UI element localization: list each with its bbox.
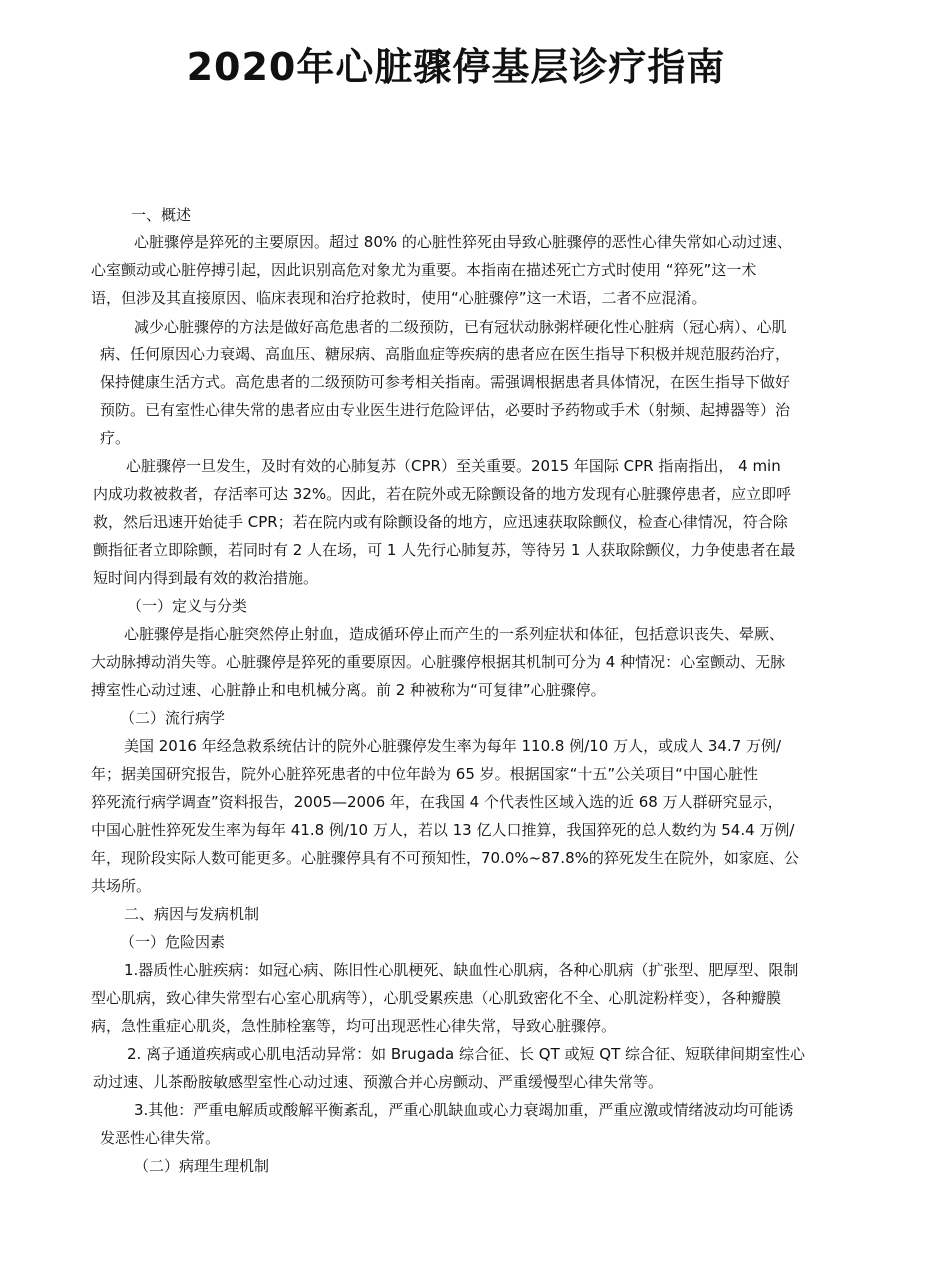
text-line: 猝死流行病学调查”资料报告，2005—2006 年，在我国 4 个代表性区域入选的近 68 万人群研究显示， [91,793,783,811]
heading-etiology: 二、病因与发病机制 [124,905,260,923]
text-line: 病，急性重症心肌炎，急性肺栓塞等，均可出现恶性心律失常，导致心脏骤停。 [91,1017,617,1035]
text-line: 动过速、儿茶酚胺敏感型室性心动过速、预激合并心房颤动、严重缓慢型心律失常等。 [93,1073,664,1091]
heading-epidemiology: （二）流行病学 [120,709,226,727]
text-line: 内成功救被救者，存活率可达 32%。因此，若在院外或无除颤设备的地方发现有心脏骤停患者，应立即呼 [93,485,792,503]
text-line: 心脏骤停是猝死的主要原因。超过 80% 的心脏性猝死由导致心脏骤停的恶性心律失常如心动过速、 [134,233,792,251]
text-line: 共场所。 [91,877,152,895]
text-line: 减少心脏骤停的方法是做好高危患者的二级预防，已有冠状动脉粥样硬化性心脏病（冠心病）、心肌 [134,318,787,336]
text-line: 颤指征者立即除颤，若同时有 2 人在场，可 1 人先行心肺复苏，等待另 1 人获取除颤仪，力争使患者在最 [93,541,796,559]
text-line: 心室颤动或心脏停搏引起，因此识别高危对象尤为重要。本指南在描述死亡方式时使用 “猝死”这一术 [91,261,757,279]
text-line: 型心肌病，致心律失常型右心室心肌病等），心肌受累疾患（心肌致密化不全、心肌淀粉样变），各种瓣膜 [91,989,782,1007]
text-line: 美国 2016 年经急救系统估计的院外心脏骤停发生率为每年 110.8 例/10 万人，或成人 34.7 万例/ [124,737,782,755]
text-line: 1.器质性心脏疾病：如冠心病、陈旧性心肌梗死、缺血性心肌病，各种心肌病（扩张型、肥厚型、限制 [124,961,799,979]
text-line: 救，然后迅速开始徒手 CPR；若在院内或有除颤设备的地方，应迅速获取除颤仪，检查心律情况，符合除 [93,513,788,531]
text-line: 保持健康生活方式。高危患者的二级预防可参考相关指南。需强调根据患者具体情况，在医生指导下做好 [100,373,791,391]
text-line: 疗。 [100,429,131,447]
heading-overview: 一、概述 [131,206,192,224]
text-line: 大动脉搏动消失等。心脏骤停是猝死的重要原因。心脏骤停根据其机制可分为 4 种情况：心室颤动、无脉 [91,653,786,671]
heading-definition: （一）定义与分类 [127,597,248,615]
text-line: 搏室性心动过速、心脏静止和电机械分离。前 2 种被称为“可复律”心脏骤停。 [91,681,606,699]
document-title: 2020年心脏骤停基层诊疗指南 [186,45,726,89]
text-line: 病、任何原因心力衰竭、高血压、糖尿病、高脂血症等疾病的患者应在医生指导下积极并规范服药治疗， [100,345,791,363]
text-line: 短时间内得到最有效的救治措施。 [93,569,319,587]
text-line: 2. 离子通道疾病或心肌电活动异常：如 Brugada 综合征、长 QT 或短 QT 综合征、短联律间期室性心 [127,1045,806,1063]
text-line: 心脏骤停是指心脏突然停止射血，造成循环停止而产生的一系列症状和体征，包括意识丧失、晕厥、 [124,625,785,643]
text-line: 年，现阶段实际人数可能更多。心脏骤停具有不可预知性，70.0%~87.8%的猝死发生在院外，如家庭、公 [91,849,799,867]
text-line: 预防。已有室性心律失常的患者应由专业医生进行危险评估，必要时予药物或手术（射频、起搏器等）治 [100,401,791,419]
text-line: 心脏骤停一旦发生，及时有效的心肺复苏（CPR）至关重要。2015 年国际 CPR 指南指出， 4 min [126,457,781,475]
heading-pathophysiology: （二）病理生理机制 [134,1157,270,1175]
text-line: 语，但涉及其直接原因、临床表现和治疗抢救时，使用“心脏骤停”这一术语，二者不应混淆。 [91,289,707,307]
text-line: 发恶性心律失常。 [100,1129,221,1147]
text-line: 年；据美国研究报告，院外心脏猝死患者的中位年龄为 65 岁。根据国家“十五”公关项目“中国心脏性 [91,765,758,783]
text-line: 中国心脏性猝死发生率为每年 41.8 例/10 万人，若以 13 亿人口推算，我国猝死的总人数约为 54.4 万例/ [91,821,795,839]
text-line: 3.其他：严重电解质或酸解平衡紊乱，严重心肌缺血或心力衰竭加重，严重应激或情绪波动均可能诱 [134,1101,794,1119]
heading-risk-factors: （一）危险因素 [120,933,226,951]
